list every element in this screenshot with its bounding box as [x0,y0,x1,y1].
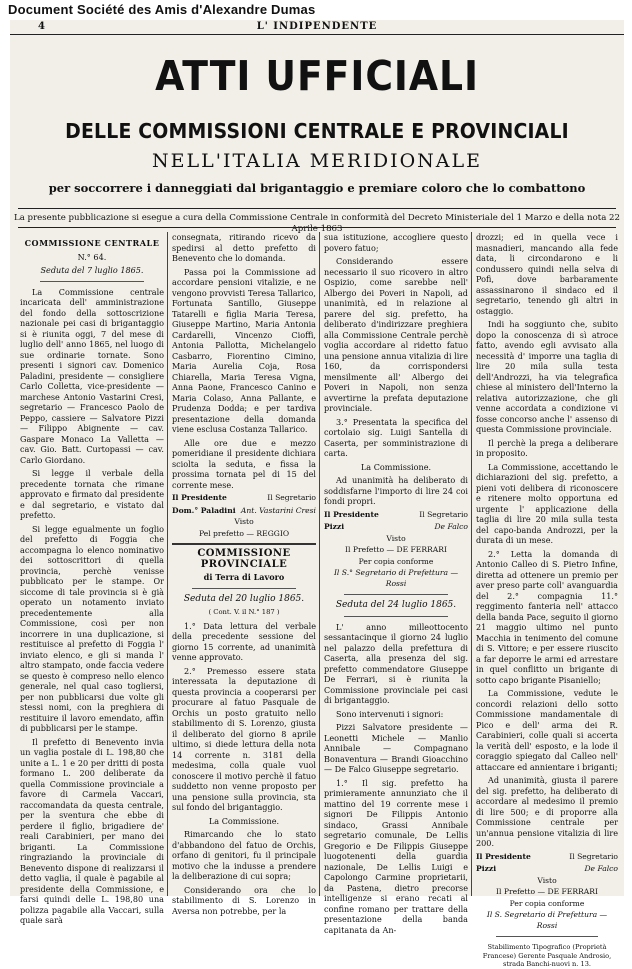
newspaper-name: L' INDIPENDENTE [256,21,378,32]
column-divider [319,232,320,896]
copia-conforme: Per copia conforme [509,898,585,908]
column-3 [324,232,468,935]
prefetto-signature: Il Prefetto — DE FERRARI [345,545,447,554]
divider [192,588,296,589]
rule-top [18,208,616,209]
paragraph: Pizzi Salvatore presidente — Leonetti Michele — Manlio Annibale — Compagnano Bonaventura — Brandi Gioacchino — De Falco Giuseppe segretario. [324,722,468,774]
paragraph: Passa poi la Commissione ad accordare pensioni vitalizie, e ne vengono provvisti Teresa Tallarico, Fortunata Santillo, Giuseppe Tatarelli e figlia Maria Teresa, Giuseppe Martino, Maria Antonia Cardarelli, Vincenzo Cioffi, Antonia Pallotta, Michelangelo Casbarro, Fiorentino Cimino, Maria Aurelia Coja, Rosa Chiarella, Maria Teresa Vigna, Anna Paone, Francesco Canino e Maria Colaso, Anna Pallante, e Prudenza Dodda; e per tardiva presentazione della domanda viene esclusa Costanza Tallarico. [172,266,316,434]
column-divider [471,232,472,896]
paragraph: 2.° Premesso essere stata interessata la deputazione di questa provincia a cooperarsi per procurare al fatuo Pasquale de Orchis un posto gratuito nello stabilimento di S. Lorenzo, giusta il deliberato del giorno 8 aprile ultimo, si diede lettura della nota 14 corrente n. 3181 della medesima, colla quale vuol conoscere il motivo perchè il fatuo suddetto non venne proposto per una pensione sulla provincia, sta sul fondo del brigantaggio. [172,665,316,812]
section-subheading: di Terra di Lavoro [203,572,285,582]
divider [496,936,598,937]
signature-right-name: De Falco [434,522,468,531]
paragraph: 3.° Presentata la specifica del cortolaio sig. Luigi Santella di Caserta, per somministrazione di carta. [324,416,468,458]
record-number: N.° 64. [77,251,107,262]
segretario-signature: Il S.° Segretario di Prefettura — Rossi [333,568,459,588]
visto-label: Visto [386,533,406,543]
continuation-note: ( Cont. V. il N.° 187 ) [208,608,280,616]
paragraph: Sono intervenuti i signori: [336,708,444,719]
signature-left-name: Pizzi [476,864,497,873]
signature-right-name: De Falco [584,864,618,873]
printer-imprint: Stabilimento Tipografico (Proprietà Francese) Gerente Pasquale Androsio, strada Banchi-nuovi n. 13. [482,943,612,968]
signature-left: Il Presidente [476,851,531,861]
masthead-purpose: per soccorrere i danneggiati dal brigantaggio e premiare coloro che lo combattono [48,181,586,195]
newspaper-page [10,20,624,968]
watermark-text: Document Société des Amis d'Alexandre Dumas [8,2,316,17]
paragraph: La Commissione centrale incaricata dell' amministrazione del fondo della sottoscrizione nazionale pei casi di brigantaggio si è riunita oggi, 7 del mese di luglio dell' anno 1865, nel luogo di sue ordinarie tornate. Sono presenti i signori cav. Domenico Paladini, presidente — consigliere Carlo Colletta, vice-presidente — marchese Antonio Vastarini Cresi, segretario — Francesco Paolo de Peppo, cassiere — Salvatore Pizzi — Filippo Abignente — cav. Gaspare Monaco La Valletta — cav. Gio. Batt. Curtopassi — cav. Carlo Giordano. [20,286,164,465]
paragraph: Il perchè la prega a deliberare in proposito. [476,437,618,458]
divider [40,281,144,282]
paragraph: 1.° Data lettura del verbale della precedente sessione del giorno 15 corrente, ad unanimità venne approvato. [172,620,316,662]
session-date: Seduta del 24 luglio 1865. [335,600,457,610]
paragraph: Considerando ora che lo stabilimento di S. Lorenzo in Aversa non potrebbe, per la [172,884,316,916]
paragraph: 2.° Letta la domanda di Antonio Calleo di S. Pietro Infine, diretta ad ottenere un premio per aver preso parte coll' avanguardia del 2.° compagnia 11.° reggimento fanteria nell' attacco della banda Pace, seguito il giorno 21 maggio ultimo nel punto Macchia in tenimento del comune di S. Vittore; e per essere riuscito a far deporre le armi ed arrestare in quel conflitto un brigante di sotto capo brigante Pisaniello; [476,548,618,685]
signature-left-name: Pizzi [324,522,345,531]
section-heading: COMMISSIONE PROVINCIALE [197,548,291,570]
paragraph: Si legge egualmente un foglio del prefetto di Foggia che accompagna lo elenco nominativo dei sottoscrittori di quella provincia, perchè venisse pubblicato per le stampe. Or siccome di tale provincia si è già operato un notamento inviato precedentemente alla Commissione, così per non incorrere in una duplicazione, si restituisce al prefetto di Foggia l' inviato elenco, e gli si manda l' altro stampato, onde faccia vedere se questo è compreso nello elenco generale, nel qual caso togliersi, per non pubblicarsi due volte gli stessi nomi, con la preghiera di restituire il lavoro emendato, affin di pubblicarsi per le stampe. [20,523,164,733]
copia-conforme: Per copia conforme [358,556,434,566]
masthead-region: NELL'ITALIA MERIDIONALE [152,150,482,172]
section-heading: COMMISSIONE CENTRALE [24,238,160,248]
paragraph: Alle ore due e mezzo pomeridiane il presidente dichiara sciolta la seduta, e fissa la prossima tornata pel di 15 del corrente mese. [172,437,316,490]
publication-note: La presente pubblicazione si esegue a cura della Commissione Centrale in conformità del Decreto Ministeriale del 1 Marzo e della nota 22 Aprile 1863 [14,213,620,234]
rule-bottom [18,227,616,228]
columns [16,232,618,968]
divider [344,594,448,595]
column-4 [476,232,618,968]
paragraph: L' anno milleottocento sessantacinque il giorno 24 luglio nel palazzo della prefettura di Caserta, alla presenza del sig. prefetto commendatore Giuseppe De Ferrari, si è riunita la Commissione provinciale pei casi di brigantaggio. [324,621,468,705]
masthead-title: ATTI UFFICIALI [155,52,479,100]
paragraph: sua istituzione, accogliere questo povero fatuo; [324,232,468,253]
paragraph: Ad unanimità ha deliberato di soddisfarne l'importo di lire 24 coi fondi propri. [324,475,468,506]
signature-names [172,506,316,517]
paragraph: Considerando essere necessario il suo ricovero in altro Ospizio, come sarebbe nell' Albergo dei Poveri in Napoli, ad unanimità, ed in relazione al parere del sig. prefetto, ha deliberato d'indirizzare preghiera alla Commissione Centrale perchè voglia accordare al ridetto fatuo una pensione annua vitalizia di lire 160, da corrispondersi mensilmente all' Albergo dei Poveri in Napoli, non senza avvertirne la prefata deputazione provinciale. [324,256,468,413]
signature-right: Il Segretario [419,509,468,519]
paragraph: drozzi; ed in quella vece i masnadieri, mancando alla fede data, li circondarono e li condussero quindi nella selva di Pofi, dove barbaramente assassinarono il sindaco ed il segretario, tenendo gli altri in ostaggio. [476,232,618,316]
paragraph: La Commissione. [208,815,280,826]
signature-right-name: Ant. Vastarini Cresi [240,505,316,515]
signature-titles [172,493,316,504]
signature-titles [324,510,468,521]
paragraph: Ad unanimità, giusta il parere del sig. prefetto, ha deliberato di accordare al medesimo il premio di lire 500; e di proporre alla Commissione centrale per un'annua pensione vitalizia di lire 200. [476,775,618,848]
divider [172,543,316,545]
session-date: Seduta del 7 luglio 1865. [40,265,144,275]
page-number: 4 [38,21,45,32]
signature-right: Il Segretario [569,851,618,861]
signature-left-name: Dom.° Paladini [172,505,236,515]
paragraph: La Commissione, accettando le dichiarazioni del sig. prefetto, a pieni voti delibera di riconoscere e ritenere molto opportuna ed urgente l' applicazione della taglia di lire 20 mila sulla testa del capo-banda Androzzi, per la durata di un mese. [476,461,618,545]
segretario-signature: Il S. Segretario di Prefettura — Rossi [486,910,608,930]
signature-names [476,864,618,875]
paragraph: Indi ha soggiunto che, subito dopo la conoscenza di sì atroce fatto, avendo egli avvisato alla necessità d' imporre una taglia di lire 20 mila sulla testa dell'Androzzi, ha via telegrafica chiese al ministero dell'Interno la relativa autorizzazione, che gli venne accordata a condizione vi fosse concorso anche l' assenso di questa Commissione provinciale. [476,319,618,434]
visto-label: Visto [537,875,557,885]
signature-titles [476,852,618,863]
column-divider [167,232,168,896]
column-1 [20,232,164,925]
paragraph: consegnata, ritirando ricevo da spedirsi al detto prefetto di Benevento che lo domanda. [172,232,316,263]
masthead-subtitle: DELLE COMMISSIONI CENTRALE E PROVINCIALI [65,119,569,143]
paragraph: 1.° Il sig. prefetto ha primieramente annunziato che il mattino del 19 corrente mese i signori De Filippis Antonio sindaco, Grassi Annibale segretario comunale, De Lellis Gregorio e De Filippis Giuseppe luogotenenti della guardia nazionale, De Lellis Luigi e Capolongo Carmine proprietarii, da Pastena, dietro precorse intelligenze si erano recati al confine romano per trattare della presentazione della banda capitanata da An- [324,777,468,935]
prefetto-signature: Pel prefetto — REGGIO [198,528,290,538]
paragraph: La Commissione. [360,461,432,472]
paragraph: Si legge il verbale della precedente tornata che rimane approvato e firmato dal presidente e dal segretario, e vistato dal prefetto. [20,468,164,520]
column-2 [172,232,316,916]
paragraph: Il prefetto di Benevento invia un vaglia postale di L. 198,80 che unite a L. 1 e 20 per dritti di posta formano L. 200 deliberate da quella Commissione provinciale a favore di Carmela Vaccari, raccomandata da questa centrale, per la sventura che ebbe di perdere il figlio, brigadiere de' reali Carabinieri, per mano dei briganti. La Commissione ringraziando la provinciale di Benevento dispone di realizzarsi il detto vaglia, il quale è pagabile al presidente della Commissione, e farsi quindi delle L. 198,80 una polizza pagabile alla Vaccari, sulla quale sarà [20,736,164,925]
prefetto-signature: Il Prefetto — DE FERRARI [496,887,598,896]
signature-names [324,522,468,533]
paragraph: La Commissione, vedute le concordi relazioni dello sotto Commissione mandamentale di Pico e dell' arma dei R. Carabinieri, colle quali si accerta la verità dell' esposto, e la lode il coraggio spiegato dal Calleo nell' attaccare ed annientare i briganti; [476,688,618,772]
paragraph: Rimarcando che lo stato d'abbandono del fatuo de Orchis, orfano di genitori, fu il principale motivo che la indusse a prendere la deliberazione di cui sopra; [172,829,316,881]
visto-label: Visto [234,517,254,526]
running-head [10,20,624,35]
signature-left: Il Presidente [172,493,227,502]
session-date: Seduta del 20 luglio 1865. [183,593,305,604]
divider [344,616,448,617]
signature-left: Il Presidente [324,509,379,519]
signature-right: Il Segretario [267,493,316,502]
